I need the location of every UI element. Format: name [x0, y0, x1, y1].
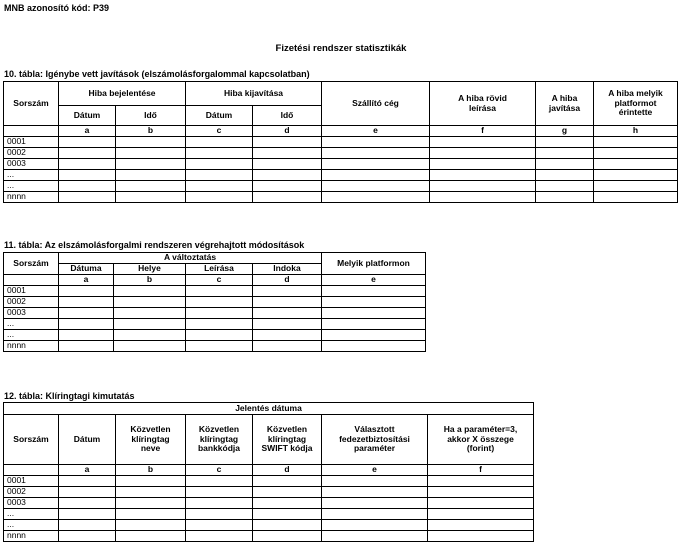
table-cell[interactable]	[186, 487, 253, 498]
row-number: nnnn	[4, 531, 59, 542]
row-number: ...	[4, 170, 59, 181]
table-row	[4, 520, 534, 531]
table10-datum-header: Dátum	[59, 106, 116, 126]
table-cell[interactable]	[253, 341, 322, 352]
table-row	[4, 192, 678, 203]
table-cell[interactable]	[430, 137, 536, 148]
table11-letter-blank	[4, 275, 59, 286]
table-cell[interactable]	[186, 520, 253, 531]
table-cell[interactable]	[116, 509, 186, 520]
table11-body	[4, 286, 426, 352]
table-cell[interactable]	[59, 509, 116, 520]
table-cell[interactable]	[59, 330, 114, 341]
row-number: ...	[4, 509, 59, 520]
table-cell[interactable]	[186, 509, 253, 520]
table-cell[interactable]	[322, 509, 428, 520]
table11-letter-b: b	[114, 275, 186, 286]
table-cell[interactable]	[253, 148, 322, 159]
table-row	[4, 498, 534, 509]
table10	[3, 81, 678, 203]
table-cell[interactable]	[430, 192, 536, 203]
table10-sorszam-header: Sorszám	[4, 82, 59, 126]
table-cell[interactable]	[59, 531, 116, 542]
table10-letter-f: f	[430, 126, 536, 137]
table11-letter-d: d	[253, 275, 322, 286]
page-title: Fizetési rendszer statisztikák	[275, 43, 407, 54]
table12-letter-e: e	[322, 465, 428, 476]
table-cell[interactable]	[59, 148, 116, 159]
table-cell[interactable]	[322, 520, 428, 531]
table-cell[interactable]	[430, 159, 536, 170]
table-cell[interactable]	[253, 192, 322, 203]
table11-valtoztatas-header: A változtatás	[59, 253, 322, 264]
table-cell[interactable]	[116, 159, 186, 170]
table-cell[interactable]	[116, 137, 186, 148]
table12-letter-d: d	[253, 465, 322, 476]
row-number: 0001	[4, 137, 59, 148]
table-cell[interactable]	[322, 476, 428, 487]
table-cell[interactable]	[59, 308, 114, 319]
mnb-id-code: MNB azonosító kód: P39	[4, 3, 110, 13]
table-row	[4, 487, 534, 498]
table12-swift-header: Közvetlen klíringtag SWIFT kódja	[253, 415, 322, 465]
row-number: 0002	[4, 148, 59, 159]
table10-letter-blank	[4, 126, 59, 137]
row-number: 0002	[4, 297, 59, 308]
row-number: ...	[4, 520, 59, 531]
table-cell[interactable]	[536, 148, 594, 159]
table12-osszeg-header: Ha a paraméter=3, akkor X összege (forint)	[428, 415, 534, 465]
table-cell[interactable]	[186, 170, 253, 181]
table-cell[interactable]	[430, 181, 536, 192]
row-number: 0003	[4, 159, 59, 170]
table-cell[interactable]	[116, 476, 186, 487]
row-number: 0001	[4, 476, 59, 487]
table-cell[interactable]	[114, 319, 186, 330]
table-cell[interactable]	[322, 330, 426, 341]
table-row	[4, 341, 426, 352]
table10-platform-header: A hiba melyik platformot érintette	[594, 82, 678, 126]
table-cell[interactable]	[594, 148, 678, 159]
row-number: 0002	[4, 487, 59, 498]
table-cell[interactable]	[114, 308, 186, 319]
table-cell[interactable]	[59, 137, 116, 148]
table-cell[interactable]	[536, 159, 594, 170]
table12	[3, 402, 534, 542]
table-row	[4, 509, 534, 520]
table-cell[interactable]	[322, 148, 430, 159]
table-cell[interactable]	[322, 170, 430, 181]
table11-letter-a: a	[59, 275, 114, 286]
table12-jelentes-datuma-header: Jelentés dátuma	[4, 403, 534, 415]
table-cell[interactable]	[322, 181, 430, 192]
table-row	[4, 159, 678, 170]
table-cell[interactable]	[186, 181, 253, 192]
table-cell[interactable]	[59, 476, 116, 487]
table-cell[interactable]	[186, 297, 253, 308]
table12-neve-header: Közvetlen klíringtag neve	[116, 415, 186, 465]
table11-sorszam-header: Sorszám	[4, 253, 59, 275]
table11-helye-header: Helye	[114, 264, 186, 275]
table-cell[interactable]	[114, 286, 186, 297]
table-cell[interactable]	[536, 137, 594, 148]
table12-datum-header: Dátum	[59, 415, 116, 465]
table-cell[interactable]	[428, 498, 534, 509]
table-cell[interactable]	[536, 192, 594, 203]
table-cell[interactable]	[253, 286, 322, 297]
table10-letter-g: g	[536, 126, 594, 137]
table-cell[interactable]	[322, 286, 426, 297]
table-cell[interactable]	[253, 170, 322, 181]
table11-datuma-header: Dátuma	[59, 264, 114, 275]
table-cell[interactable]	[186, 308, 253, 319]
table10-caption: 10. tábla: Igénybe vett javítások (elszámolásforgalommal kapcsolatban)	[4, 69, 310, 79]
table-cell[interactable]	[253, 531, 322, 542]
table-cell[interactable]	[430, 170, 536, 181]
table-cell[interactable]	[186, 531, 253, 542]
table-cell[interactable]	[186, 148, 253, 159]
table-cell[interactable]	[536, 170, 594, 181]
table11-platform-header: Melyik platformon	[322, 253, 426, 275]
table-cell[interactable]	[428, 531, 534, 542]
table-cell[interactable]	[186, 319, 253, 330]
table-cell[interactable]	[59, 192, 116, 203]
table11-indoka-header: Indoka	[253, 264, 322, 275]
table-cell[interactable]	[322, 297, 426, 308]
table12-letter-blank	[4, 465, 59, 476]
table12-letter-c: c	[186, 465, 253, 476]
table-row	[4, 308, 426, 319]
table-row	[4, 330, 426, 341]
table-cell[interactable]	[59, 286, 114, 297]
table-cell[interactable]	[253, 297, 322, 308]
table-cell[interactable]	[253, 159, 322, 170]
table-cell[interactable]	[322, 341, 426, 352]
table10-szallito-header: Szállító cég	[322, 82, 430, 126]
row-number: 0003	[4, 498, 59, 509]
table-cell[interactable]	[116, 531, 186, 542]
table-cell[interactable]	[322, 137, 430, 148]
table-cell[interactable]	[536, 181, 594, 192]
row-number: nnnn	[4, 192, 59, 203]
table-cell[interactable]	[59, 487, 116, 498]
table-cell[interactable]	[322, 192, 430, 203]
table-cell[interactable]	[428, 509, 534, 520]
table-row	[4, 181, 678, 192]
table-cell[interactable]	[59, 498, 116, 509]
table-row	[4, 170, 678, 181]
table-row	[4, 286, 426, 297]
table-cell[interactable]	[253, 476, 322, 487]
table-cell[interactable]	[253, 137, 322, 148]
table-cell[interactable]	[116, 192, 186, 203]
table11-caption: 11. tábla: Az elszámolásforgalmi rendszeren végrehajtott módosítások	[4, 240, 305, 250]
table-cell[interactable]	[186, 137, 253, 148]
table-row	[4, 531, 534, 542]
table-cell[interactable]	[116, 181, 186, 192]
table10-letter-b: b	[116, 126, 186, 137]
row-number: ...	[4, 319, 59, 330]
row-number: ...	[4, 181, 59, 192]
table-cell[interactable]	[186, 330, 253, 341]
table10-ido-header: Idő	[116, 106, 186, 126]
row-number: 0003	[4, 308, 59, 319]
table-cell[interactable]	[116, 170, 186, 181]
table-cell[interactable]	[322, 498, 428, 509]
table-cell[interactable]	[428, 476, 534, 487]
table12-sorszam-header: Sorszám	[4, 415, 59, 465]
table-cell[interactable]	[322, 487, 428, 498]
table-cell[interactable]	[114, 330, 186, 341]
table-row	[4, 476, 534, 487]
table10-letter-e: e	[322, 126, 430, 137]
table12-letter-a: a	[59, 465, 116, 476]
table-cell[interactable]	[594, 181, 678, 192]
table10-rovid-leiras-header: A hiba rövid leírása	[430, 82, 536, 126]
table-row	[4, 319, 426, 330]
table-cell[interactable]	[59, 341, 114, 352]
table-cell[interactable]	[253, 319, 322, 330]
table11-letter-e: e	[322, 275, 426, 286]
table12-caption: 12. tábla: Klíringtagi kimutatás	[4, 391, 135, 401]
row-number: nnnn	[4, 341, 59, 352]
table12-letter-f: f	[428, 465, 534, 476]
table10-letter-d: d	[253, 126, 322, 137]
row-number: 0001	[4, 286, 59, 297]
table10-hiba-bejelentese-header: Hiba bejelentése	[59, 82, 186, 106]
table10-hiba-kijavitasa-header: Hiba kijavítása	[186, 82, 322, 106]
table-cell[interactable]	[186, 476, 253, 487]
row-number: ...	[4, 330, 59, 341]
table-cell[interactable]	[186, 341, 253, 352]
table11	[3, 252, 426, 352]
table-cell[interactable]	[59, 520, 116, 531]
table12-parameter-header: Választott fedezetbiztosítási paraméter	[322, 415, 428, 465]
table-cell[interactable]	[253, 487, 322, 498]
table11-leirasa-header: Leírása	[186, 264, 253, 275]
table-cell[interactable]	[253, 498, 322, 509]
table-cell[interactable]	[594, 170, 678, 181]
table-cell[interactable]	[186, 159, 253, 170]
table-cell[interactable]	[116, 520, 186, 531]
table-cell[interactable]	[116, 487, 186, 498]
table10-javitasa-header: A hiba javítása	[536, 82, 594, 126]
table12-body	[4, 476, 534, 542]
table-cell[interactable]	[59, 319, 114, 330]
table-cell[interactable]	[594, 192, 678, 203]
table-cell[interactable]	[253, 181, 322, 192]
table-cell[interactable]	[253, 520, 322, 531]
table-row	[4, 137, 678, 148]
table-cell[interactable]	[59, 170, 116, 181]
table10-ido2-header: Idő	[253, 106, 322, 126]
table-row	[4, 148, 678, 159]
table-cell[interactable]	[253, 308, 322, 319]
table12-bankkod-header: Közvetlen klíringtag bankkódja	[186, 415, 253, 465]
table-cell[interactable]	[322, 308, 426, 319]
table-cell[interactable]	[114, 341, 186, 352]
table-cell[interactable]	[430, 148, 536, 159]
table-cell[interactable]	[322, 159, 430, 170]
table-cell[interactable]	[428, 520, 534, 531]
table-cell[interactable]	[253, 509, 322, 520]
table-cell[interactable]	[594, 137, 678, 148]
table-cell[interactable]	[59, 159, 116, 170]
table-cell[interactable]	[428, 487, 534, 498]
table-cell[interactable]	[59, 297, 114, 308]
table-cell[interactable]	[322, 531, 428, 542]
table11-letter-c: c	[186, 275, 253, 286]
table-cell[interactable]	[116, 498, 186, 509]
table-cell[interactable]	[186, 498, 253, 509]
table10-letter-h: h	[594, 126, 678, 137]
table-cell[interactable]	[186, 192, 253, 203]
table-row	[4, 297, 426, 308]
table10-datum2-header: Dátum	[186, 106, 253, 126]
table-cell[interactable]	[594, 159, 678, 170]
table10-letter-a: a	[59, 126, 116, 137]
table-cell[interactable]	[186, 286, 253, 297]
table-cell[interactable]	[322, 319, 426, 330]
table12-letter-b: b	[116, 465, 186, 476]
table10-body	[4, 137, 678, 203]
table-cell[interactable]	[116, 148, 186, 159]
table10-letter-c: c	[186, 126, 253, 137]
table-cell[interactable]	[59, 181, 116, 192]
table-cell[interactable]	[114, 297, 186, 308]
table-cell[interactable]	[253, 330, 322, 341]
